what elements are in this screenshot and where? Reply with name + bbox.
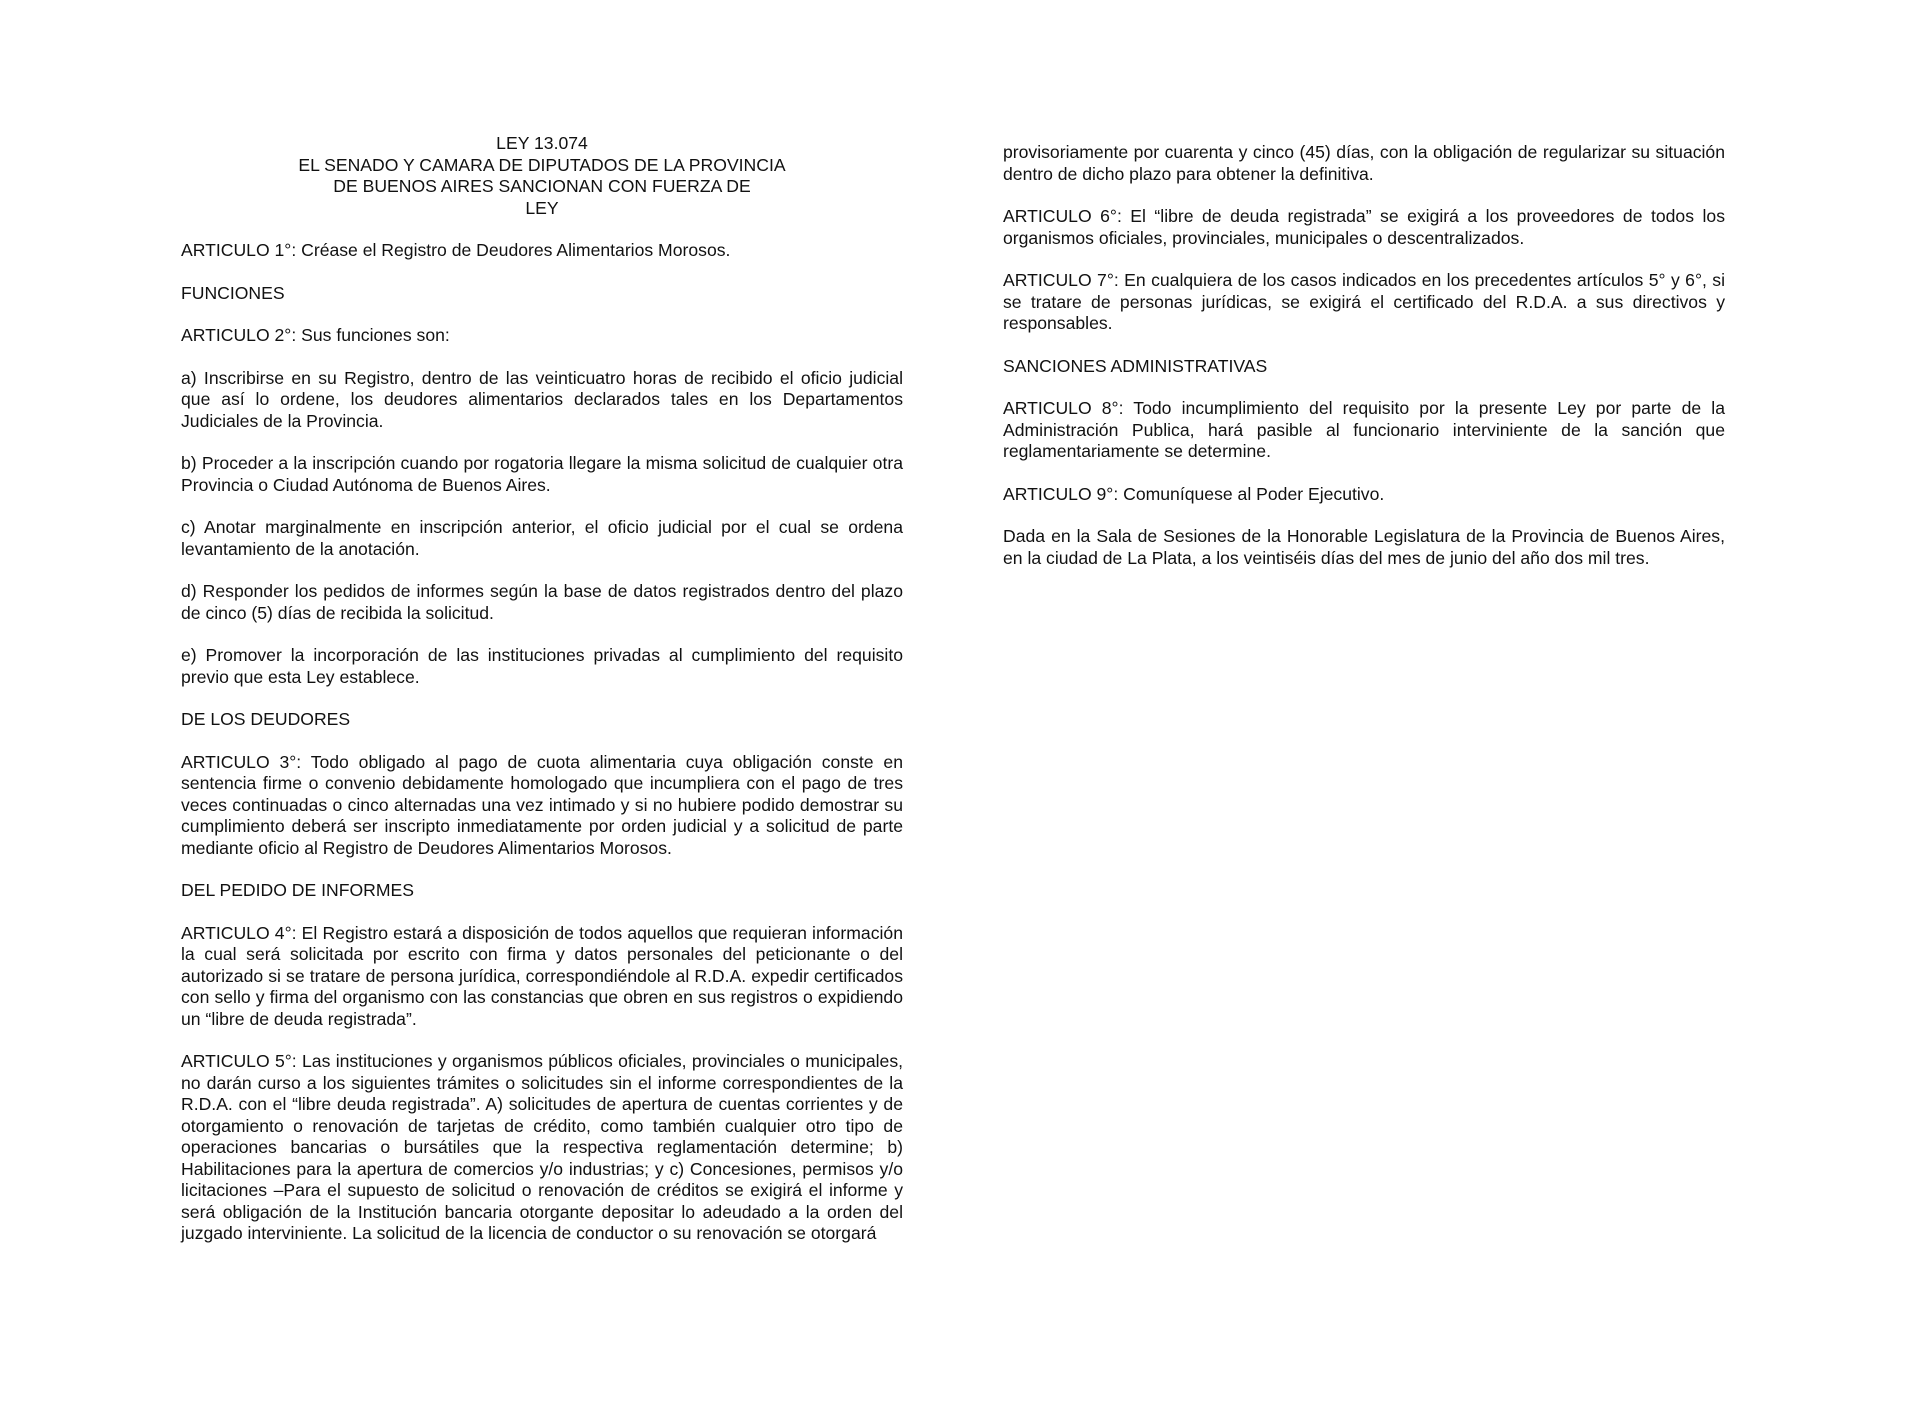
article-2-item-e: e) Promover la incorporación de las instituciones privadas al cumplimiento del requisito previo que esta Ley establece.: [181, 645, 903, 687]
section-heading-funciones: FUNCIONES: [181, 282, 285, 303]
article-7: ARTICULO 7°: En cualquiera de los casos indicados en los precedentes artículos 5° y 6°, si se tratare de personas jurídicas, se exigirá el certificado del R.D.A. a sus directivos y responsables.: [1003, 270, 1725, 333]
article-2-item-b: b) Proceder a la inscripción cuando por rogatoria llegare la misma solicitud de cualquier otra Provincia o Ciudad Autónoma de Buenos Aires.: [181, 453, 903, 495]
enacting-clause-line-3: LEY: [525, 197, 559, 218]
left-column: [181, 133, 903, 1266]
article-4: ARTICULO 4°: El Registro estará a disposición de todos aquellos que requieran información la cual será solicitada por escrito con firma y datos personales del peticionante o del autorizado si se tratare de persona jurídica, correspondiéndole al R.D.A. expedir certificados con sello y firma del organismo con las constancias que obren en sus registros o expidiendo un “libre de deuda registrada”.: [181, 922, 903, 1029]
section-heading-deudores: DE LOS DEUDORES: [181, 709, 351, 729]
article-6: ARTICULO 6°: El “libre de deuda registrada” se exigirá a los proveedores de todos los organismos oficiales, provinciales, municipales o descentralizados.: [1003, 206, 1725, 248]
article-2: ARTICULO 2°: Sus funciones son:: [181, 325, 450, 345]
article-2-item-d: d) Responder los pedidos de informes según la base de datos registrados dentro del plazo de cinco (5) días de recibida la solicitud.: [181, 581, 903, 623]
article-2-item-c: c) Anotar marginalmente en inscripción anterior, el oficio judicial por el cual se ordena levantamiento de la anotación.: [181, 517, 903, 559]
article-3: ARTICULO 3°: Todo obligado al pago de cuota alimentaria cuya obligación conste en sentencia firme o convenio debidamente homologado que incumpliera con el pago de tres veces continuadas o cinco alternadas una vez intimado y si no hubiere podido demostrar su cumplimiento deberá ser inscripto inmediatamente por orden judicial y a solicitud de parte mediante oficio al Registro de Deudores Alimentarios Morosos.: [181, 751, 903, 858]
section-heading-sanciones: SANCIONES ADMINISTRATIVAS: [1003, 355, 1268, 376]
article-5: ARTICULO 5°: Las instituciones y organismos públicos oficiales, provinciales o municipales, no darán curso a los siguientes trámites o solicitudes sin el informe correspondientes de la R.D.A. con el “libre deuda registrada”. A) solicitudes de apertura de cuentas corrientes y de otorgamiento o renovación de tarjetas de crédito, como también cualquier otro tipo de operaciones bancarias o bursátiles que la respectiva reglamentación determine; b) Habilitaciones para la apertura de comercios y/o industrias; y c) Concesiones, permisos y/o licitaciones –Para el supuesto de solicitud o renovación de créditos se exigirá el informe y será obligación de la Institución bancaria otorgante depositar lo adeudado a la orden del juzgado interviniente. La solicitud de la licencia de conductor o su renovación se otorgará: [181, 1051, 903, 1243]
article-2-item-a: a) Inscribirse en su Registro, dentro de las veinticuatro horas de recibido el oficio judicial que así lo ordene, los deudores alimentarios declarados tales en los Departamentos Judiciales de la Provincia.: [181, 367, 903, 431]
article-8: ARTICULO 8°: Todo incumplimiento del requisito por la presente Ley por parte de la Administración Publica, hará pasible al funcionario interviniente de la sanción que reglamentariamente se determine.: [1003, 398, 1725, 461]
article-9: ARTICULO 9°: Comuníquese al Poder Ejecutivo.: [1003, 483, 1385, 504]
closing-statement: Dada en la Sala de Sesiones de la Honorable Legislatura de la Provincia de Buenos Aires, en la ciudad de La Plata, a los veintiséis días del mes de junio del año dos mil tres.: [1003, 526, 1725, 568]
enacting-clause-line-2: DE BUENOS AIRES SANCIONAN CON FUERZA DE: [333, 176, 751, 196]
article-5-continued: provisoriamente por cuarenta y cinco (45) días, con la obligación de regularizar su situación dentro de dicho plazo para obtener la definitiva.: [1003, 142, 1725, 184]
law-number: LEY 13.074: [496, 133, 588, 153]
article-1: ARTICULO 1°: Créase el Registro de Deudores Alimentarios Morosos.: [181, 240, 731, 260]
enacting-clause-line-1: EL SENADO Y CAMARA DE DIPUTADOS DE LA PROVINCIA: [298, 154, 786, 175]
law-title: [181, 133, 903, 219]
section-heading-pedido-informes: DEL PEDIDO DE INFORMES: [181, 880, 414, 900]
right-column: [1003, 142, 1725, 590]
